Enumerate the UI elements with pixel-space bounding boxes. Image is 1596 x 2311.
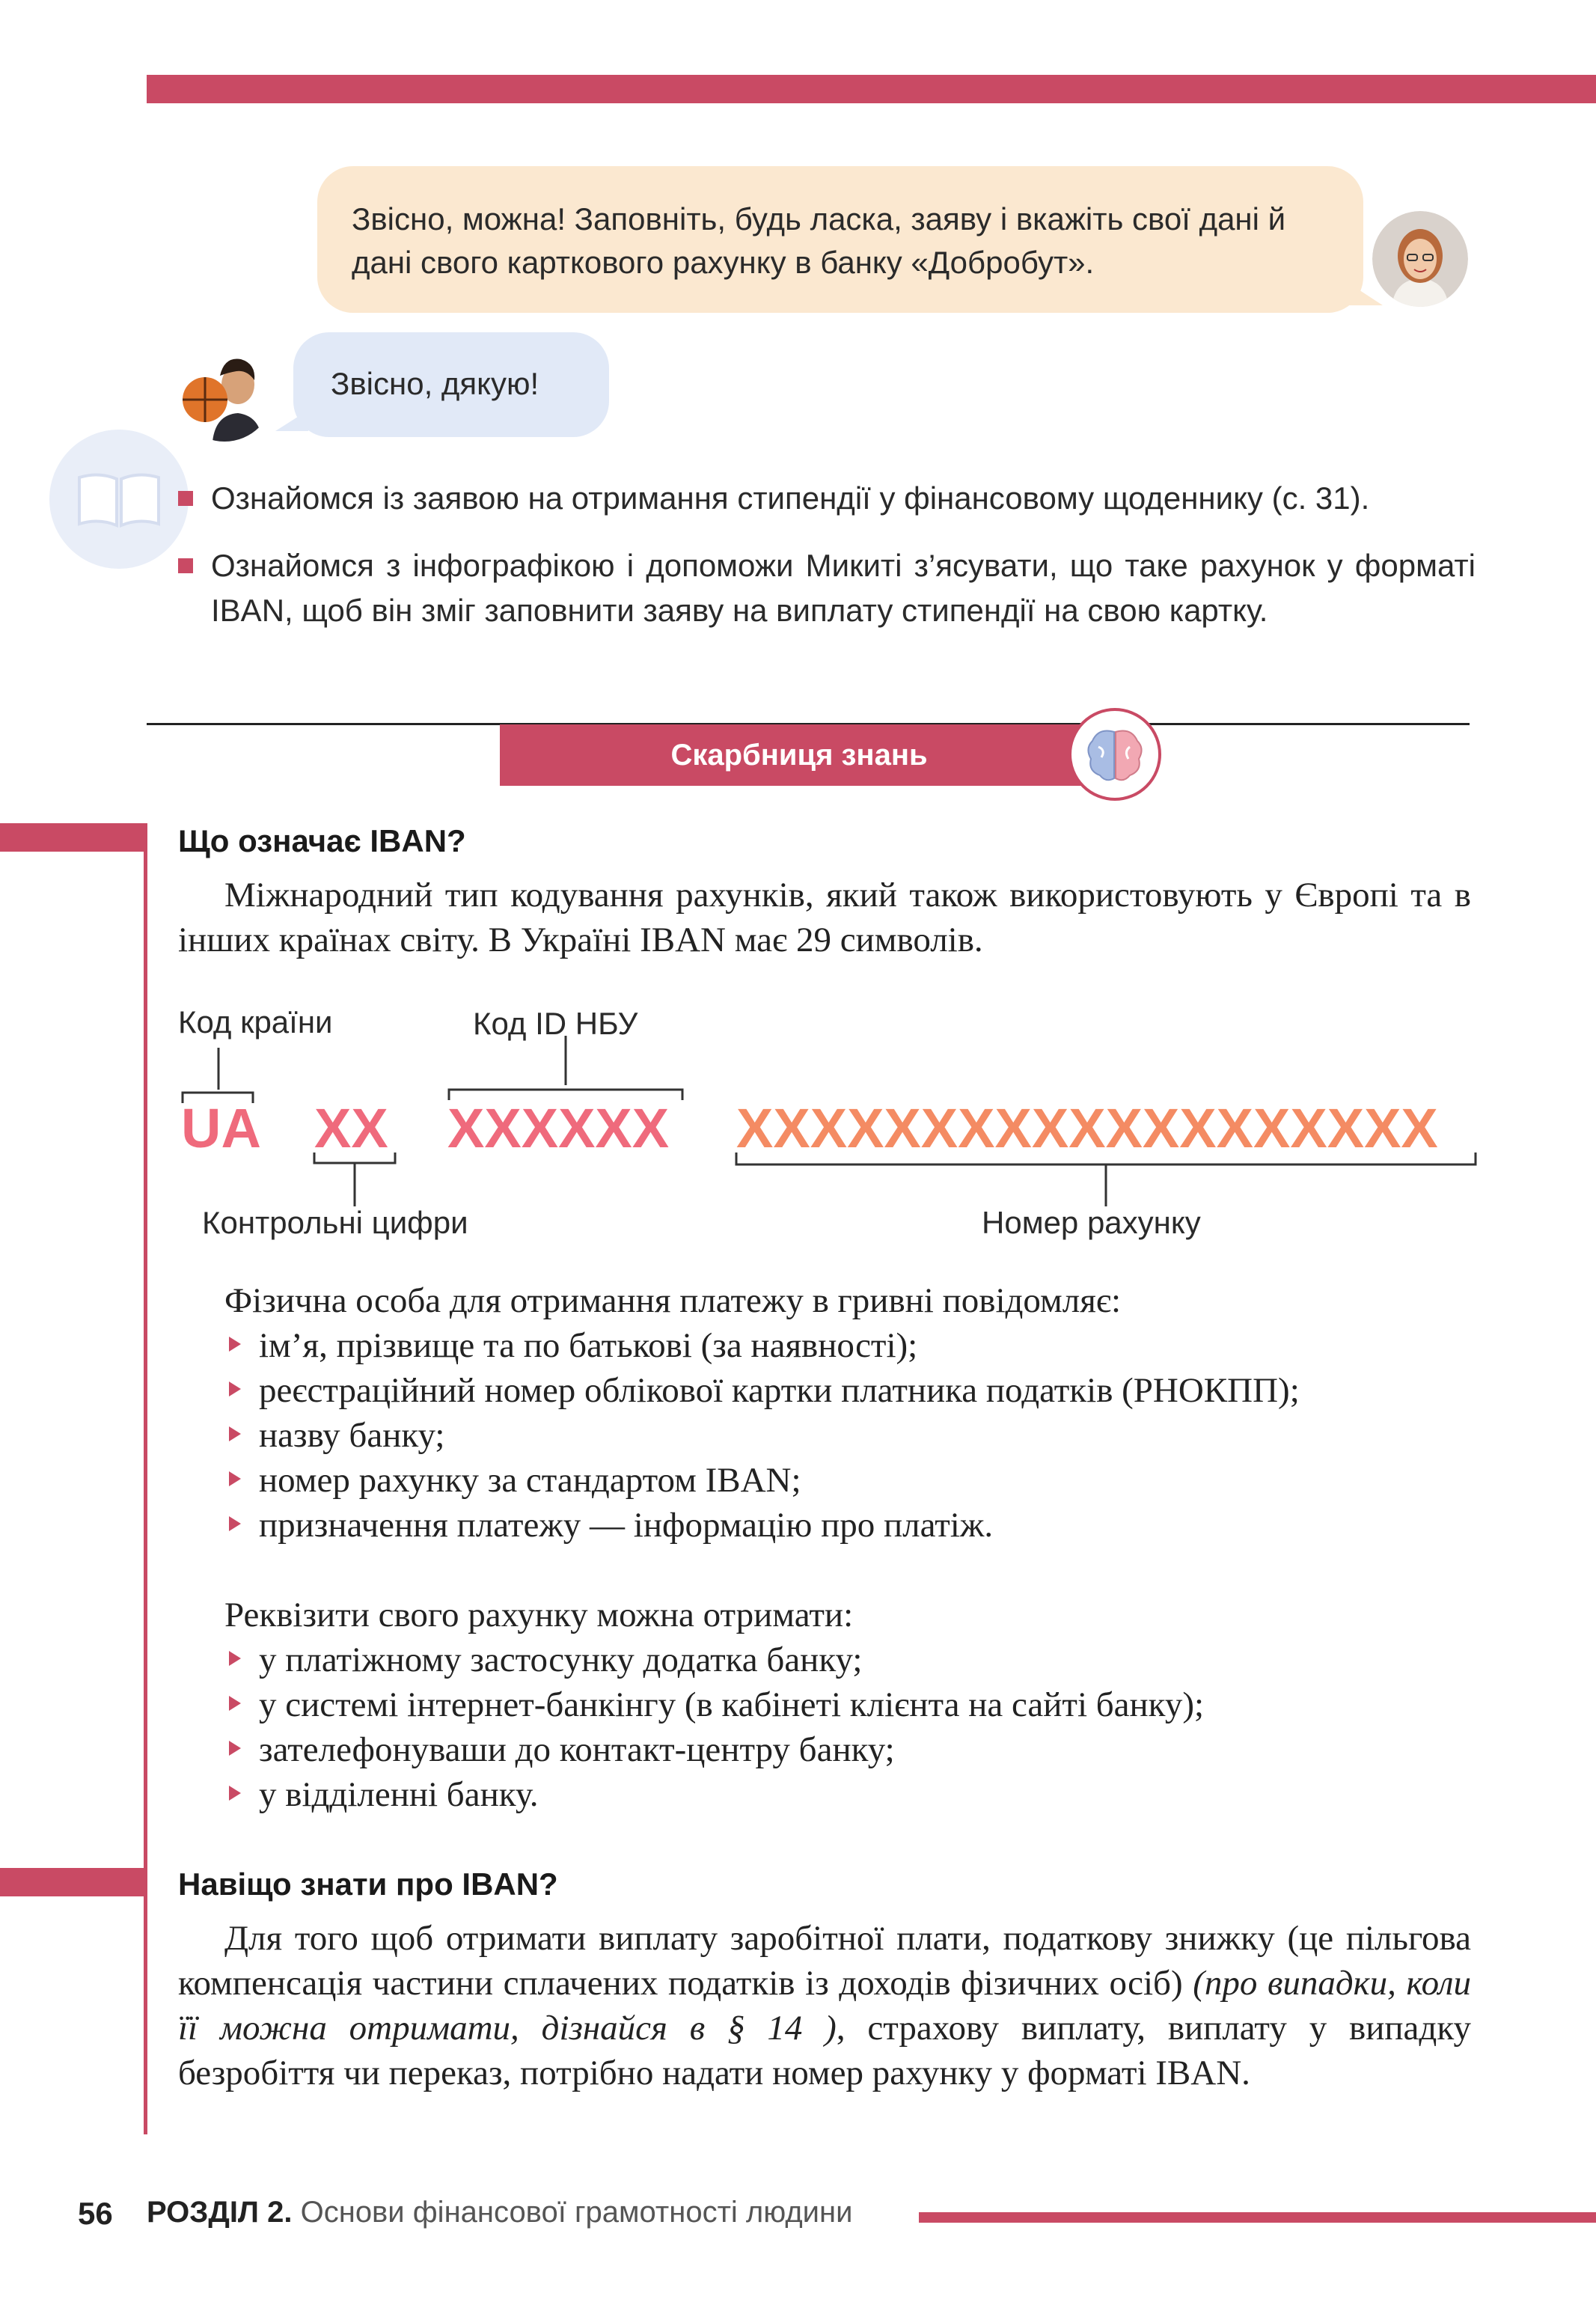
section-reference: (про випадки, коли її можна отримати, дізнайся в § 14 ) — [178, 1964, 1471, 2048]
list-item: реєстраційний номер облікової картки платника податків (РНОКПП); — [224, 1368, 1474, 1413]
iban-country-code: UA — [181, 1097, 261, 1159]
iban-bank-code: XXXXXX — [447, 1097, 670, 1159]
chapter-title: Основи фінансової грамотності людини — [300, 2196, 853, 2229]
triangle-bullet-icon — [229, 1696, 241, 1711]
list-item: у платіжному застосунку додатка банку; — [224, 1637, 1496, 1682]
iban-account-number: XXXXXXXXXXXXXXXXXXX — [736, 1097, 1438, 1159]
triangle-bullet-icon — [229, 1382, 241, 1396]
list-item: номер рахунку за стандартом IBAN; — [224, 1458, 1474, 1503]
label-country-code: Код країни — [178, 1004, 333, 1040]
section-heading: Що означає IBAN? — [178, 823, 466, 858]
left-accent-tab — [0, 1868, 147, 1896]
triangle-bullet-icon — [229, 1471, 241, 1486]
triangle-bullet-icon — [229, 1337, 241, 1352]
list-item: у відділенні банку. — [224, 1772, 1496, 1817]
triangle-bullet-icon — [229, 1426, 241, 1441]
task-text: Ознайомся із заявою на отримання стипендії у фінансовому щоденнику (с. 31). — [211, 480, 1370, 516]
triangle-bullet-icon — [229, 1516, 241, 1531]
requisites-list — [224, 1637, 1496, 1817]
page-number: 56 — [78, 2196, 113, 2231]
list-item: призначення платежу — інформацію про платіж. — [224, 1503, 1474, 1548]
iban-check-digits: XX — [314, 1097, 388, 1159]
footer-chapter — [147, 2196, 852, 2229]
list-item: назву банку; — [224, 1413, 1474, 1458]
triangle-bullet-icon — [229, 1651, 241, 1666]
label-check-digits: Контрольні цифри — [202, 1205, 468, 1240]
banner-title: Скарбниця знань — [670, 739, 928, 772]
section-heading: Навіщо знати про IBAN? — [178, 1866, 558, 1902]
list-item: у системі інтернет-банкінгу (в кабінеті клієнта на сайті банку); — [224, 1682, 1496, 1727]
section-intro: Міжнародний тип кодування рахунків, який також використовують у Європі та в інших країнах світу. В Україні IBAN має 29 символів. — [178, 876, 1471, 959]
task-text: Ознайомся з інфографікою і допоможи Микиті з’ясувати, що таке рахунок у форматі IBAN, щоб він зміг заповнити заяву на виплату стипендії на свою картку. — [211, 548, 1476, 628]
chapter-label: РОЗДІЛ 2. — [147, 2196, 293, 2229]
footer-accent-line — [919, 2212, 1596, 2223]
student-speech-text: Звісно, дякую! — [331, 366, 539, 401]
triangle-bullet-icon — [229, 1741, 241, 1756]
section-body: Для того щоб отримати виплату заробітної плати, податкову знижку (це пільгова компенсація частини сплачених податків із доходів фізичних осіб) (про випадки, коли її можна отримати, дізнайся в § 14 ), страхову виплату, виплату у випадку безробіття чи переказ, потрібно надати номер рахунку у форматі IBAN. — [178, 1919, 1471, 2092]
label-account-number: Номер рахунку — [982, 1205, 1201, 1240]
list-item: ім’я, прізвище та по батькові (за наявності); — [224, 1323, 1474, 1368]
teacher-speech-text: Звісно, можна! Заповніть, будь ласка, заяву і вкажіть свої дані й дані свого карткового рахунку в банку «Добробут». — [352, 201, 1286, 280]
payment-items-list — [224, 1323, 1474, 1548]
list-item: зателефонуваши до контакт-центру банку; — [224, 1727, 1496, 1772]
requisites-lead: Реквізити свого рахунку можна отримати: — [224, 1596, 854, 1634]
label-bank-id: Код ID НБУ — [473, 1006, 638, 1041]
payment-lead: Фізична особа для отримання платежу в гривні повідомляє: — [224, 1281, 1122, 1320]
triangle-bullet-icon — [229, 1786, 241, 1801]
